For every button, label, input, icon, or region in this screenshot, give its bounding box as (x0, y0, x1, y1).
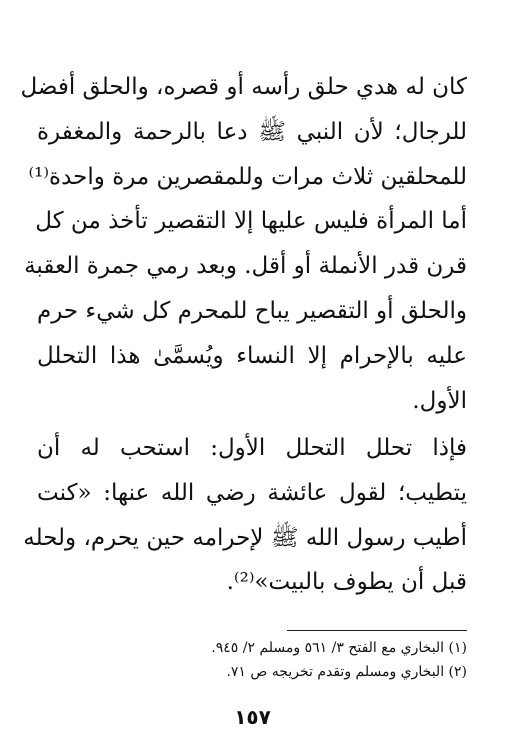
paragraph-line: الأول. (412, 387, 467, 414)
footnote-divider (287, 630, 467, 631)
paragraph-line: أما المرأة فليس عليها إلا التقصير تأخذ من كل (35, 208, 467, 235)
paragraph-line: للرجال؛ لأن النبي ﷺ دعا بالرحمة والمغفرة (37, 118, 467, 145)
footnote-2: (٢) البخاري ومسلم وتقدم تخريجه ص ٧١. (226, 664, 467, 680)
paragraph-line: قبل أن يطوف بالبيت»⁽²⁾. (226, 569, 467, 596)
paragraph-line: كان له هدي حلق رأسه أو قصره، والحلق أفضل (20, 74, 467, 100)
paragraph-line: يتطيب؛ لقول عائشة رضي الله عنها: «كنت (37, 479, 467, 506)
paragraph-line: والحلق أو التقصير يباح للمحرم كل شيء حرم (36, 297, 467, 324)
page-number: ١٥٧ (234, 705, 271, 729)
paragraph-line: فإذا تحلل التحلل الأول: استحب له أن (37, 435, 467, 461)
footnotes (37, 636, 467, 684)
paragraph-line: قرن قدر الأنملة أو أقل. وبعد رمي جمرة العقبة (24, 253, 467, 280)
paragraph-line: أطيب رسول الله ﷺ لإحرامه حين يحرم، ولحله (23, 524, 467, 551)
paragraph-line: عليه بالإحرام إلا النساء ويُسمَّىٰ هذا التحلل (37, 342, 467, 369)
paragraph-line: للمحلقين ثلاث مرات وللمقصرين مرة واحدة⁽¹⁾ (28, 163, 467, 190)
paragraph-hair-shaving (20, 65, 467, 423)
footnote-1: (١) البخاري مع الفتح ٣/ ٥٦١ ومسلم ٢/ ٩٤٥. (211, 640, 467, 656)
paragraph-first-release (23, 426, 467, 605)
